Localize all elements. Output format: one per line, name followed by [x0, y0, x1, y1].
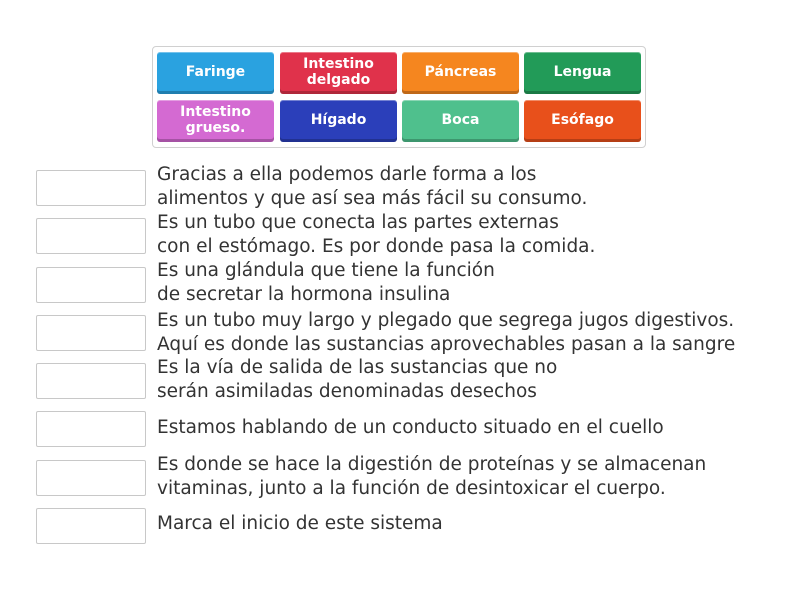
answer-tiles-panel [152, 46, 646, 148]
tile-label: Intestino delgado [303, 56, 374, 88]
tile-label: Esófago [551, 112, 614, 128]
description-7: Es donde se hace la digestión de proteínas y se almacenan vitaminas, junto a la función de desintoxicar el cuerpo. [157, 454, 707, 499]
description-5: Es la vía de salida de las sustancias que no serán asimiladas denominadas desechos [157, 357, 558, 402]
drop-box-7[interactable] [36, 460, 146, 496]
drop-box-2[interactable] [36, 218, 146, 254]
tile-intestino-grueso[interactable] [157, 100, 274, 142]
tile-label: Boca [441, 112, 480, 128]
tile-label: Hígado [310, 112, 367, 128]
description-8: Marca el inicio de este sistema [157, 513, 443, 534]
tile-pancreas[interactable] [402, 52, 519, 94]
tile-faringe[interactable] [157, 52, 274, 94]
drop-box-8[interactable] [36, 508, 146, 544]
tile-boca[interactable] [402, 100, 519, 142]
tile-label: Intestino grueso. [180, 104, 251, 136]
description-2: Es un tubo que conecta las partes externas con el estómago. Es por donde pasa la comida. [157, 212, 596, 257]
tile-higado[interactable] [280, 100, 397, 142]
drop-box-1[interactable] [36, 170, 146, 206]
tile-esofago[interactable] [524, 100, 641, 142]
tile-label: Lengua [553, 64, 612, 80]
drop-box-4[interactable] [36, 315, 146, 351]
drop-box-5[interactable] [36, 363, 146, 399]
tile-label: Faringe [185, 64, 246, 80]
drop-box-6[interactable] [36, 411, 146, 447]
drop-box-3[interactable] [36, 267, 146, 303]
description-4: Es un tubo muy largo y plegado que segrega jugos digestivos. Aquí es donde las sustancias aprovechables pasan a la sangre [157, 310, 736, 355]
description-6: Estamos hablando de un conducto situado en el cuello [157, 417, 664, 438]
tile-label: Páncreas [424, 64, 497, 80]
description-1: Gracias a ella podemos darle forma a los alimentos y que así sea más fácil su consumo. [157, 164, 588, 209]
description-3: Es una glándula que tiene la función de secretar la hormona insulina [157, 260, 495, 305]
tile-intestino-delgado[interactable] [280, 52, 397, 94]
tile-lengua[interactable] [524, 52, 641, 94]
